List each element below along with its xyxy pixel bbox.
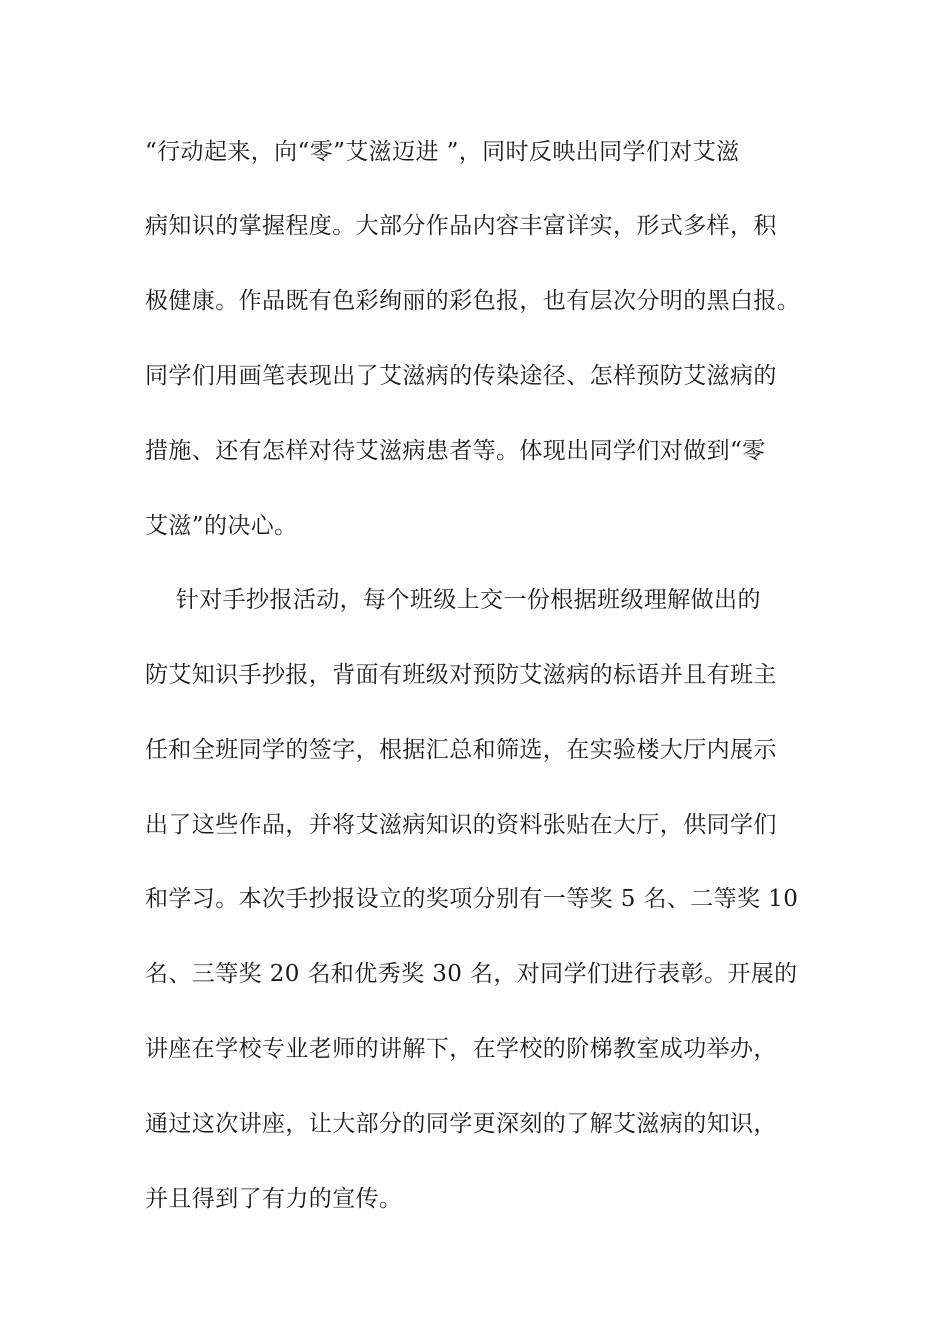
paragraph-first-line: 针对手抄报活动，每个班级上交一份根据班级理解做出的: [145, 587, 761, 613]
text-line: “行动起来，向“零”艾滋迈进 ”，同时反映出同学们对艾滋: [145, 139, 740, 165]
text-line: 极健康。作品既有色彩绚丽的彩色报，也有层次分明的黑白报。: [145, 288, 801, 314]
text-line: 名、三等奖 20 名和优秀奖 30 名，对同学们进行表彰。开展的: [145, 961, 798, 987]
text-line: 措施、还有怎样对待艾滋病患者等。体现出同学们对做到“零: [145, 438, 766, 464]
text-line: 防艾知识手抄报，背面有班级对预防艾滋病的标语并且有班主: [145, 662, 777, 688]
text-line: 和学习。本次手抄报设立的奖项分别有一等奖 5 名、二等奖 10: [145, 886, 799, 912]
text-line: 艾滋”的决心。: [145, 513, 298, 539]
text-line: 讲座在学校专业老师的讲解下，在学校的阶梯教室成功举办，: [145, 1036, 777, 1062]
text-line: 同学们用画笔表现出了艾滋病的传染途径、怎样预防艾滋病的: [145, 363, 777, 389]
text-line: 病知识的掌握程度。大部分作品内容丰富详实，形式多样，积: [145, 213, 777, 239]
text-line: 并且得到了有力的宣传。: [145, 1186, 403, 1212]
text-line: 出了这些作品，并将艾滋病知识的资料张贴在大厅，供同学们: [145, 812, 777, 838]
text-line: 任和全班同学的签字，根据汇总和筛选，在实验楼大厅内展示: [145, 737, 777, 763]
text-line: 通过这次讲座，让大部分的同学更深刻的了解艾滋病的知识，: [145, 1111, 777, 1137]
